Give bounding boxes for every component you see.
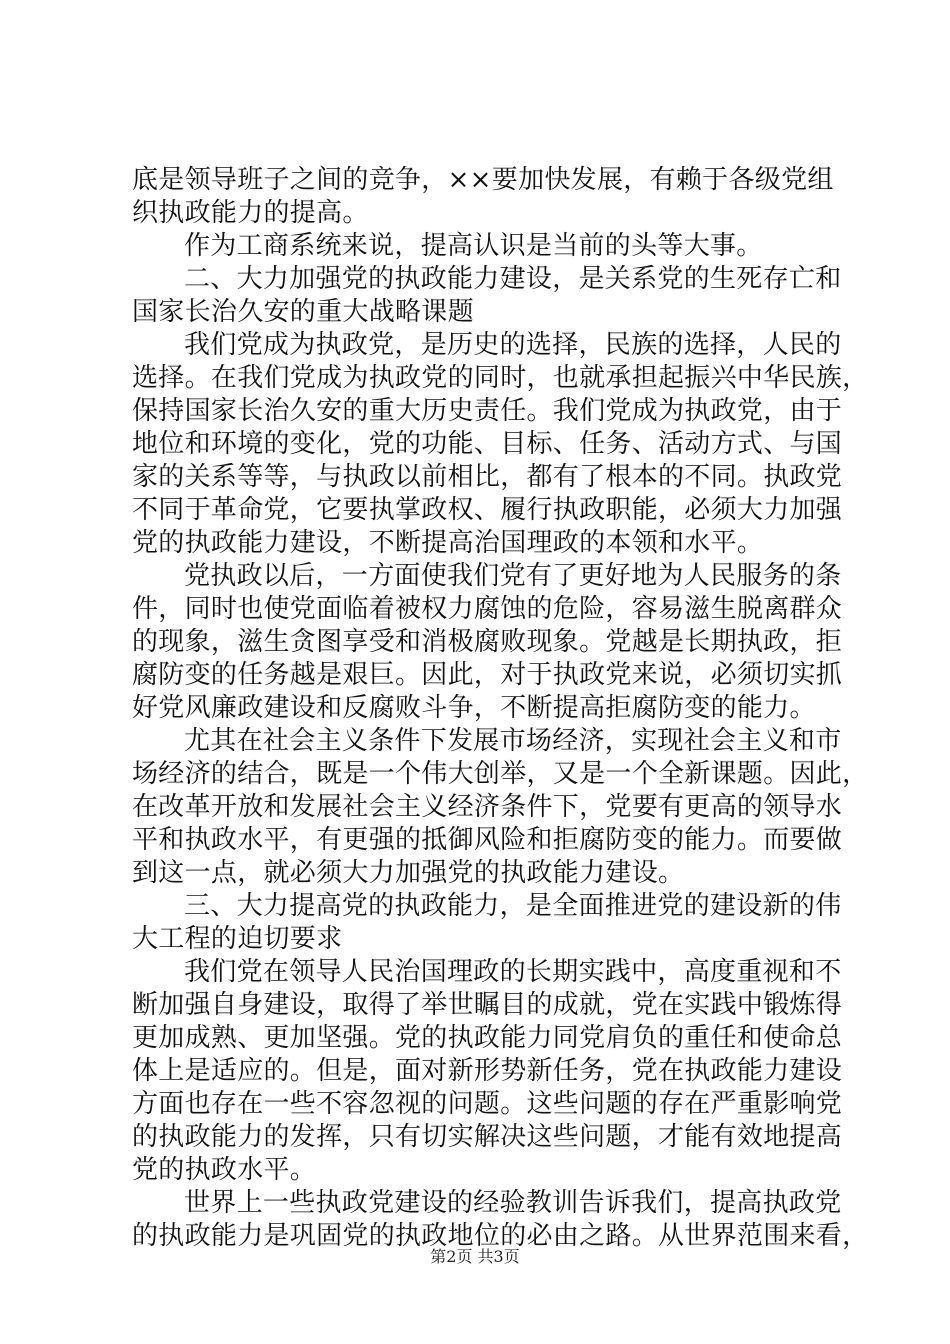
section-heading: 三、大力提高党的执政能力，是全面推进党的建设新的伟: [184, 891, 842, 921]
document-body: [132, 164, 869, 1253]
text-line: 的执政能力是巩固党的执政地位的必由之路。从世界范围来看，: [132, 1221, 869, 1251]
text-line: 场经济的结合，既是一个伟大创举，又是一个全新课题。因此，: [132, 759, 869, 789]
text-line: 我们党在领导人民治国理政的长期实践中，高度重视和不: [184, 957, 842, 987]
text-line: 地位和环境的变化，党的功能、目标、任务、活动方式、与国: [132, 429, 843, 459]
page-number-label: 第2页 共3页: [430, 1247, 520, 1266]
text-line: 更加成熟、更加坚强。党的执政能力同党肩负的重任和使命总: [132, 1023, 843, 1053]
text-line: 平和执政水平，有更强的抵御风险和拒腐防变的能力。而要做: [132, 825, 843, 855]
section-heading: 二、大力加强党的执政能力建设，是关系党的生死存亡和: [184, 264, 842, 294]
text-line: 在改革开放和发展社会主义经济条件下，党要有更高的领导水: [132, 792, 843, 822]
text-line: 到这一点，就必须大力加强党的执政能力建设。: [132, 858, 685, 888]
text-line: 件，同时也使党面临着被权力腐蚀的危险，容易滋生脱离群众: [132, 594, 843, 624]
text-line: 家的关系等等，与执政以前相比，都有了根本的不同。执政党: [132, 462, 843, 492]
text-line: 织执政能力的提高。: [132, 198, 369, 228]
text-line: 体上是适应的。但是，面对新形势新任务，党在执政能力建设: [132, 1056, 843, 1086]
text-line: 党执政以后，一方面使我们党有了更好地为人民服务的条: [184, 561, 842, 591]
text-line: 尤其在社会主义条件下发展市场经济，实现社会主义和市: [184, 726, 842, 756]
section-heading: 大工程的迫切要求: [132, 924, 343, 954]
text-line: 的执政能力的发挥，只有切实解决这些问题，才能有效地提高: [132, 1122, 843, 1152]
page-footer: [0, 1244, 950, 1267]
text-line: 保持国家长治久安的重大历史责任。我们党成为执政党，由于: [132, 396, 843, 426]
text-line: 的现象，滋生贪图享受和消极腐败现象。党越是长期执政，拒: [132, 627, 843, 657]
text-line: 腐防变的任务越是艰巨。因此，对于执政党来说，必须切实抓: [132, 660, 843, 690]
text-line: 选择。在我们党成为执政党的同时，也就承担起振兴中华民族，: [132, 363, 869, 393]
text-line: 方面也存在一些不容忽视的问题。这些问题的存在严重影响党: [132, 1089, 843, 1119]
text-line: 底是领导班子之间的竞争，××要加快发展，有赖于各级党组: [132, 165, 834, 195]
text-line: 党的执政水平。: [132, 1155, 317, 1185]
text-line: 断加强自身建设，取得了举世瞩目的成就，党在实践中锻炼得: [132, 990, 843, 1020]
text-line: 党的执政能力建设，不断提高治国理政的本领和水平。: [132, 528, 764, 558]
text-line: 我们党成为执政党，是历史的选择，民族的选择，人民的: [184, 330, 842, 360]
text-line: 不同于革命党，它要执掌政权、履行执政职能，必须大力加强: [132, 495, 843, 525]
text-line: 世界上一些执政党建设的经验教训告诉我们，提高执政党: [184, 1188, 842, 1218]
text-line: 好党风廉政建设和反腐败斗争，不断提高拒腐防变的能力。: [132, 693, 816, 723]
text-line: 作为工商系统来说，提高认识是当前的头等大事。: [184, 231, 763, 261]
section-heading: 国家长治久安的重大战略课题: [132, 297, 474, 327]
